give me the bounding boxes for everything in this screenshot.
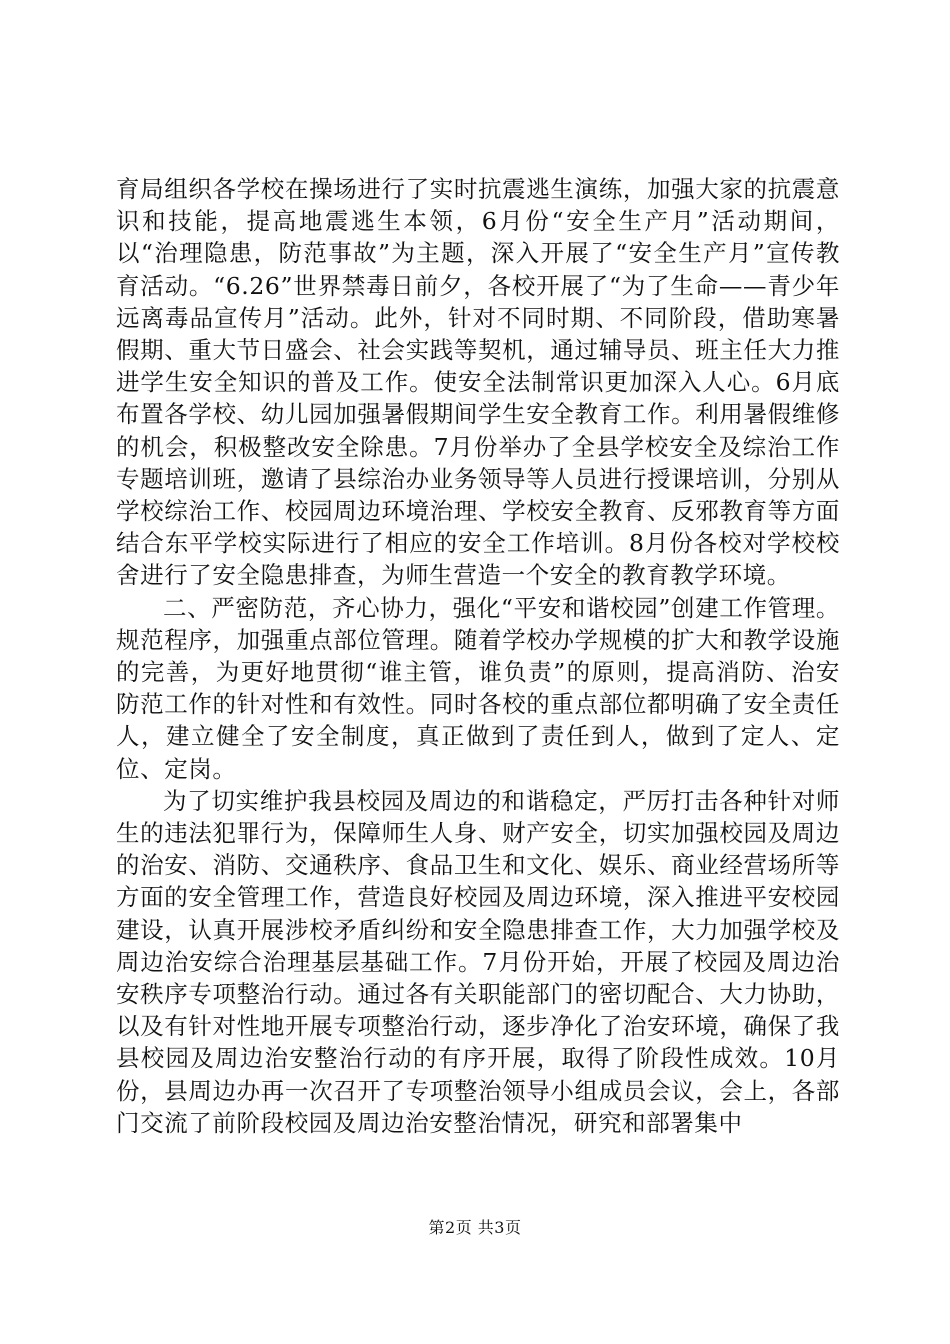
document-body: [116, 173, 840, 1139]
paragraph-continued: 育局组织各学校在操场进行了实时抗震逃生演练，加强大家的抗震意识和技能，提高地震逃生本领，6月份“安全生产月”活动期间，以“治理隐患，防范事故”为主题，深入开展了“安全生产月”宣传教育活动。“6.26”世界禁毒日前夕，各校开展了“为了生命——青少年远离毒品宣传月”活动。此外，针对不同时期、不同阶段，借助寒暑假期、重大节日盛会、社会实践等契机，通过辅导员、班主任大力推进学生安全知识的普及工作。使安全法制常识更加深入人心。6月底布置各学校、幼儿园加强暑假期间学生安全教育工作。利用暑假维修的机会，积极整改安全除患。7月份举办了全县学校安全及综治工作专题培训班，邀请了县综治办业务领导等人员进行授课培训，分别从学校综治工作、校园周边环境治理、学校安全教育、反邪教育等方面结合东平学校实际进行了相应的安全工作培训。8月份各校对学校校舍进行了安全隐患排查，为师生营造一个安全的教育教学环境。: [116, 175, 840, 590]
paragraph-section-two: 二、严密防范，齐心协力，强化“平安和谐校园”创建工作管理。规范程序，加强重点部位管理。随着学校办学规模的扩大和教学设施的完善，为更好地贯彻“谁主管，谁负责”的原则，提高消防、治安防范工作的针对性和有效性。同时各校的重点部位都明确了安全责任人，建立健全了安全制度，真正做到了责任到人，做到了定人、定位、定岗。: [116, 593, 840, 783]
paragraph-campus-safety: 为了切实维护我县校园及周边的和谐稳定，严厉打击各种针对师生的违法犯罪行为，保障师生人身、财产安全，切实加强校园及周边的治安、消防、交通秩序、食品卫生和文化、娱乐、商业经营场所等方面的安全管理工作，营造良好校园及周边环境，深入推进平安校园建设，认真开展涉校矛盾纠纷和安全隐患排查工作，大力加强学校及周边治安综合治理基层基础工作。7月份开始，开展了校园及周边治安秩序专项整治行动。通过各有关职能部门的密切配合、大力协助，以及有针对性地开展专项整治行动，逐步净化了治安环境，确保了我县校园及周边治安整治行动的有序开展，取得了阶段性成效。10月份，县周边办再一次召开了专项整治领导小组成员会议，会上，各部门交流了前阶段校园及周边治安整治情况，研究和部署集中: [116, 786, 840, 1137]
page-number-footer: 第2页 共3页: [428, 1218, 522, 1237]
